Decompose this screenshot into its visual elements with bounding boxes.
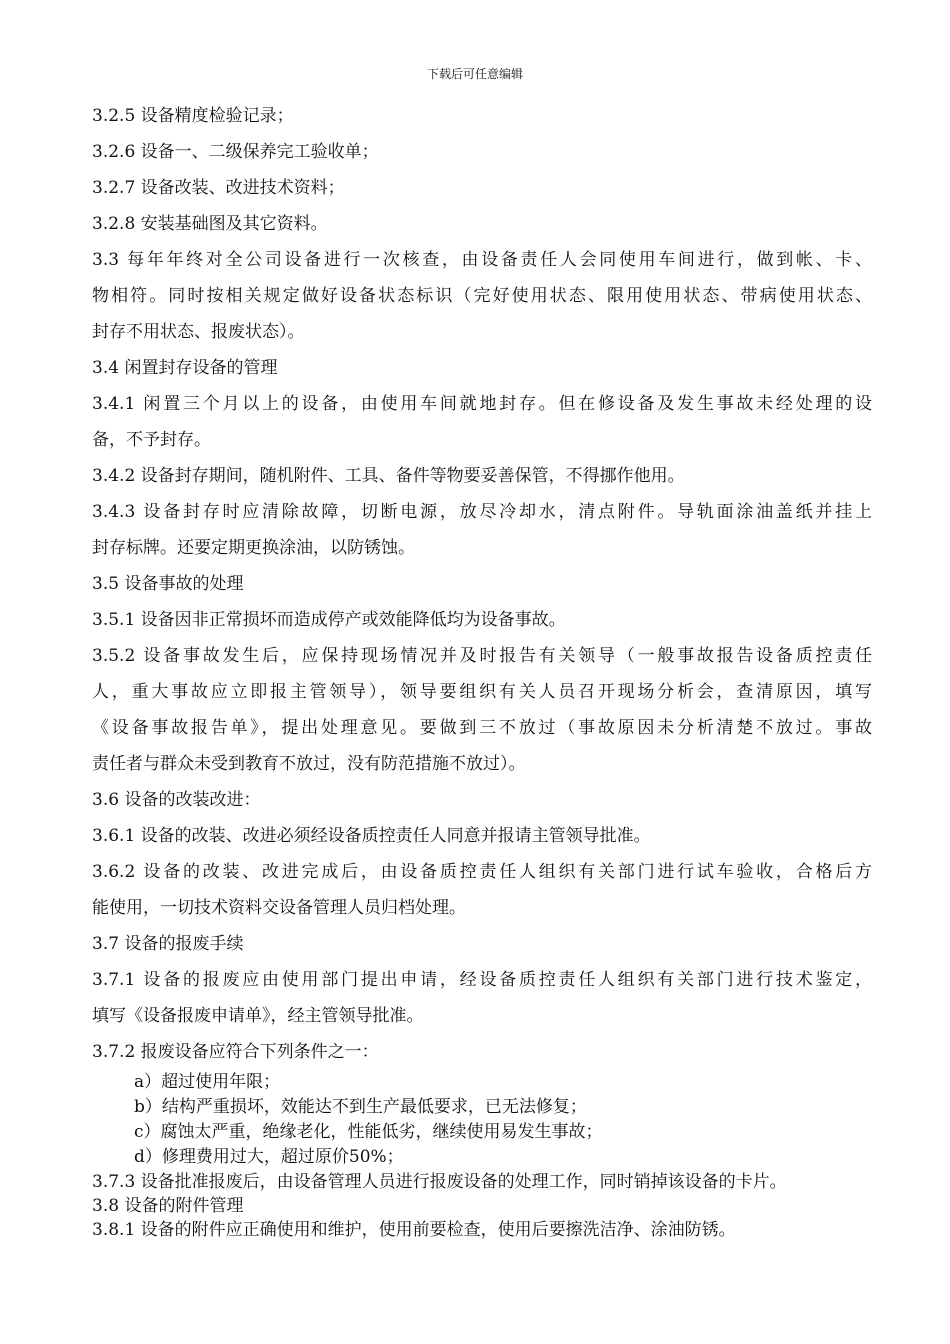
list-item: c）腐蚀太严重，绝缘老化，性能低劣，继续使用易发生事故； — [134, 1122, 603, 1142]
section-heading: 3.7 设备的报废手续 — [92, 934, 244, 954]
text-line: 3.5.2 设备事故发生后，应保持现场情况并及时报告有关领导（一般事故报告设备质控责任 — [92, 646, 872, 666]
page-header: 下载后可任意编辑 — [426, 67, 523, 81]
section-heading: 3.8 设备的附件管理 — [92, 1196, 244, 1216]
text-line: 能使用，一切技术资料交设备管理人员归档处理。 — [92, 898, 466, 918]
section-heading: 3.4 闲置封存设备的管理 — [92, 358, 278, 378]
text-line: 3.2.5 设备精度检验记录； — [92, 106, 294, 126]
text-line: 填写《设备报废申请单》，经主管领导批准。 — [92, 1006, 424, 1026]
text-line: 人，重大事故应立即报主管领导），领导要组织有关人员召开现场分析会，查清原因，填写 — [92, 682, 872, 702]
list-item: a）超过使用年限； — [134, 1072, 281, 1092]
text-line: 封存标牌。还要定期更换涂油，以防锈蚀。 — [92, 538, 415, 558]
text-line: 责任者与群众未受到教育不放过，没有防范措施不放过）。 — [92, 754, 526, 774]
document-body — [92, 98, 872, 1242]
text-line: 封存不用状态、报废状态）。 — [92, 322, 305, 342]
text-line: 物相符。同时按相关规定做好设备状态标识（完好使用状态、限用使用状态、带病使用状态、 — [92, 286, 872, 306]
text-line: 《设备事故报告单》，提出处理意见。要做到三不放过（事故原因未分析清楚不放过。事故 — [92, 718, 872, 738]
text-line: 3.4.3 设备封存时应清除故障，切断电源，放尽冷却水，清点附件。导轨面涂油盖纸并挂上 — [92, 502, 872, 522]
text-line: 3.8.1 设备的附件应正确使用和维护，使用前要检查，使用后要擦洗洁净、涂油防锈。 — [92, 1220, 736, 1240]
text-line: 3.3 每年年终对全公司设备进行一次核查，由设备责任人会同使用车间进行，做到帐、卡、 — [92, 250, 872, 270]
section-heading: 3.6 设备的改装改进： — [92, 790, 261, 810]
text-line: 3.2.6 设备一、二级保养完工验收单； — [92, 142, 379, 162]
list-item: b）结构严重损坏，效能达不到生产最低要求，已无法修复； — [134, 1097, 587, 1117]
text-line: 3.4.1 闲置三个月以上的设备，由使用车间就地封存。但在修设备及发生事故未经处理的设 — [92, 394, 872, 414]
text-line: 3.2.7 设备改装、改进技术资料； — [92, 178, 345, 198]
text-line: 备，不予封存。 — [92, 430, 211, 450]
text-line: 3.7.1 设备的报废应由使用部门提出申请，经设备质控责任人组织有关部门进行技术鉴定， — [92, 970, 872, 990]
text-line: 3.6.1 设备的改装、改进必须经设备质控责任人同意并报请主管领导批准。 — [92, 826, 651, 846]
text-line: 3.2.8 安装基础图及其它资料。 — [92, 214, 328, 234]
section-heading: 3.5 设备事故的处理 — [92, 574, 244, 594]
text-line: 3.5.1 设备因非正常损坏而造成停产或效能降低均为设备事故。 — [92, 610, 566, 630]
text-line: 3.4.2 设备封存期间，随机附件、工具、备件等物要妥善保管，不得挪作他用。 — [92, 466, 685, 486]
text-line: 3.7.3 设备批准报废后，由设备管理人员进行报废设备的处理工作，同时销掉该设备的卡片。 — [92, 1172, 787, 1192]
text-line: 3.6.2 设备的改装、改进完成后，由设备质控责任人组织有关部门进行试车验收，合格后方 — [92, 862, 872, 882]
list-item: d）修理费用过大，超过原价50%； — [134, 1147, 404, 1167]
text-line: 3.7.2 报废设备应符合下列条件之一： — [92, 1042, 379, 1062]
condition-list — [92, 1070, 872, 1170]
